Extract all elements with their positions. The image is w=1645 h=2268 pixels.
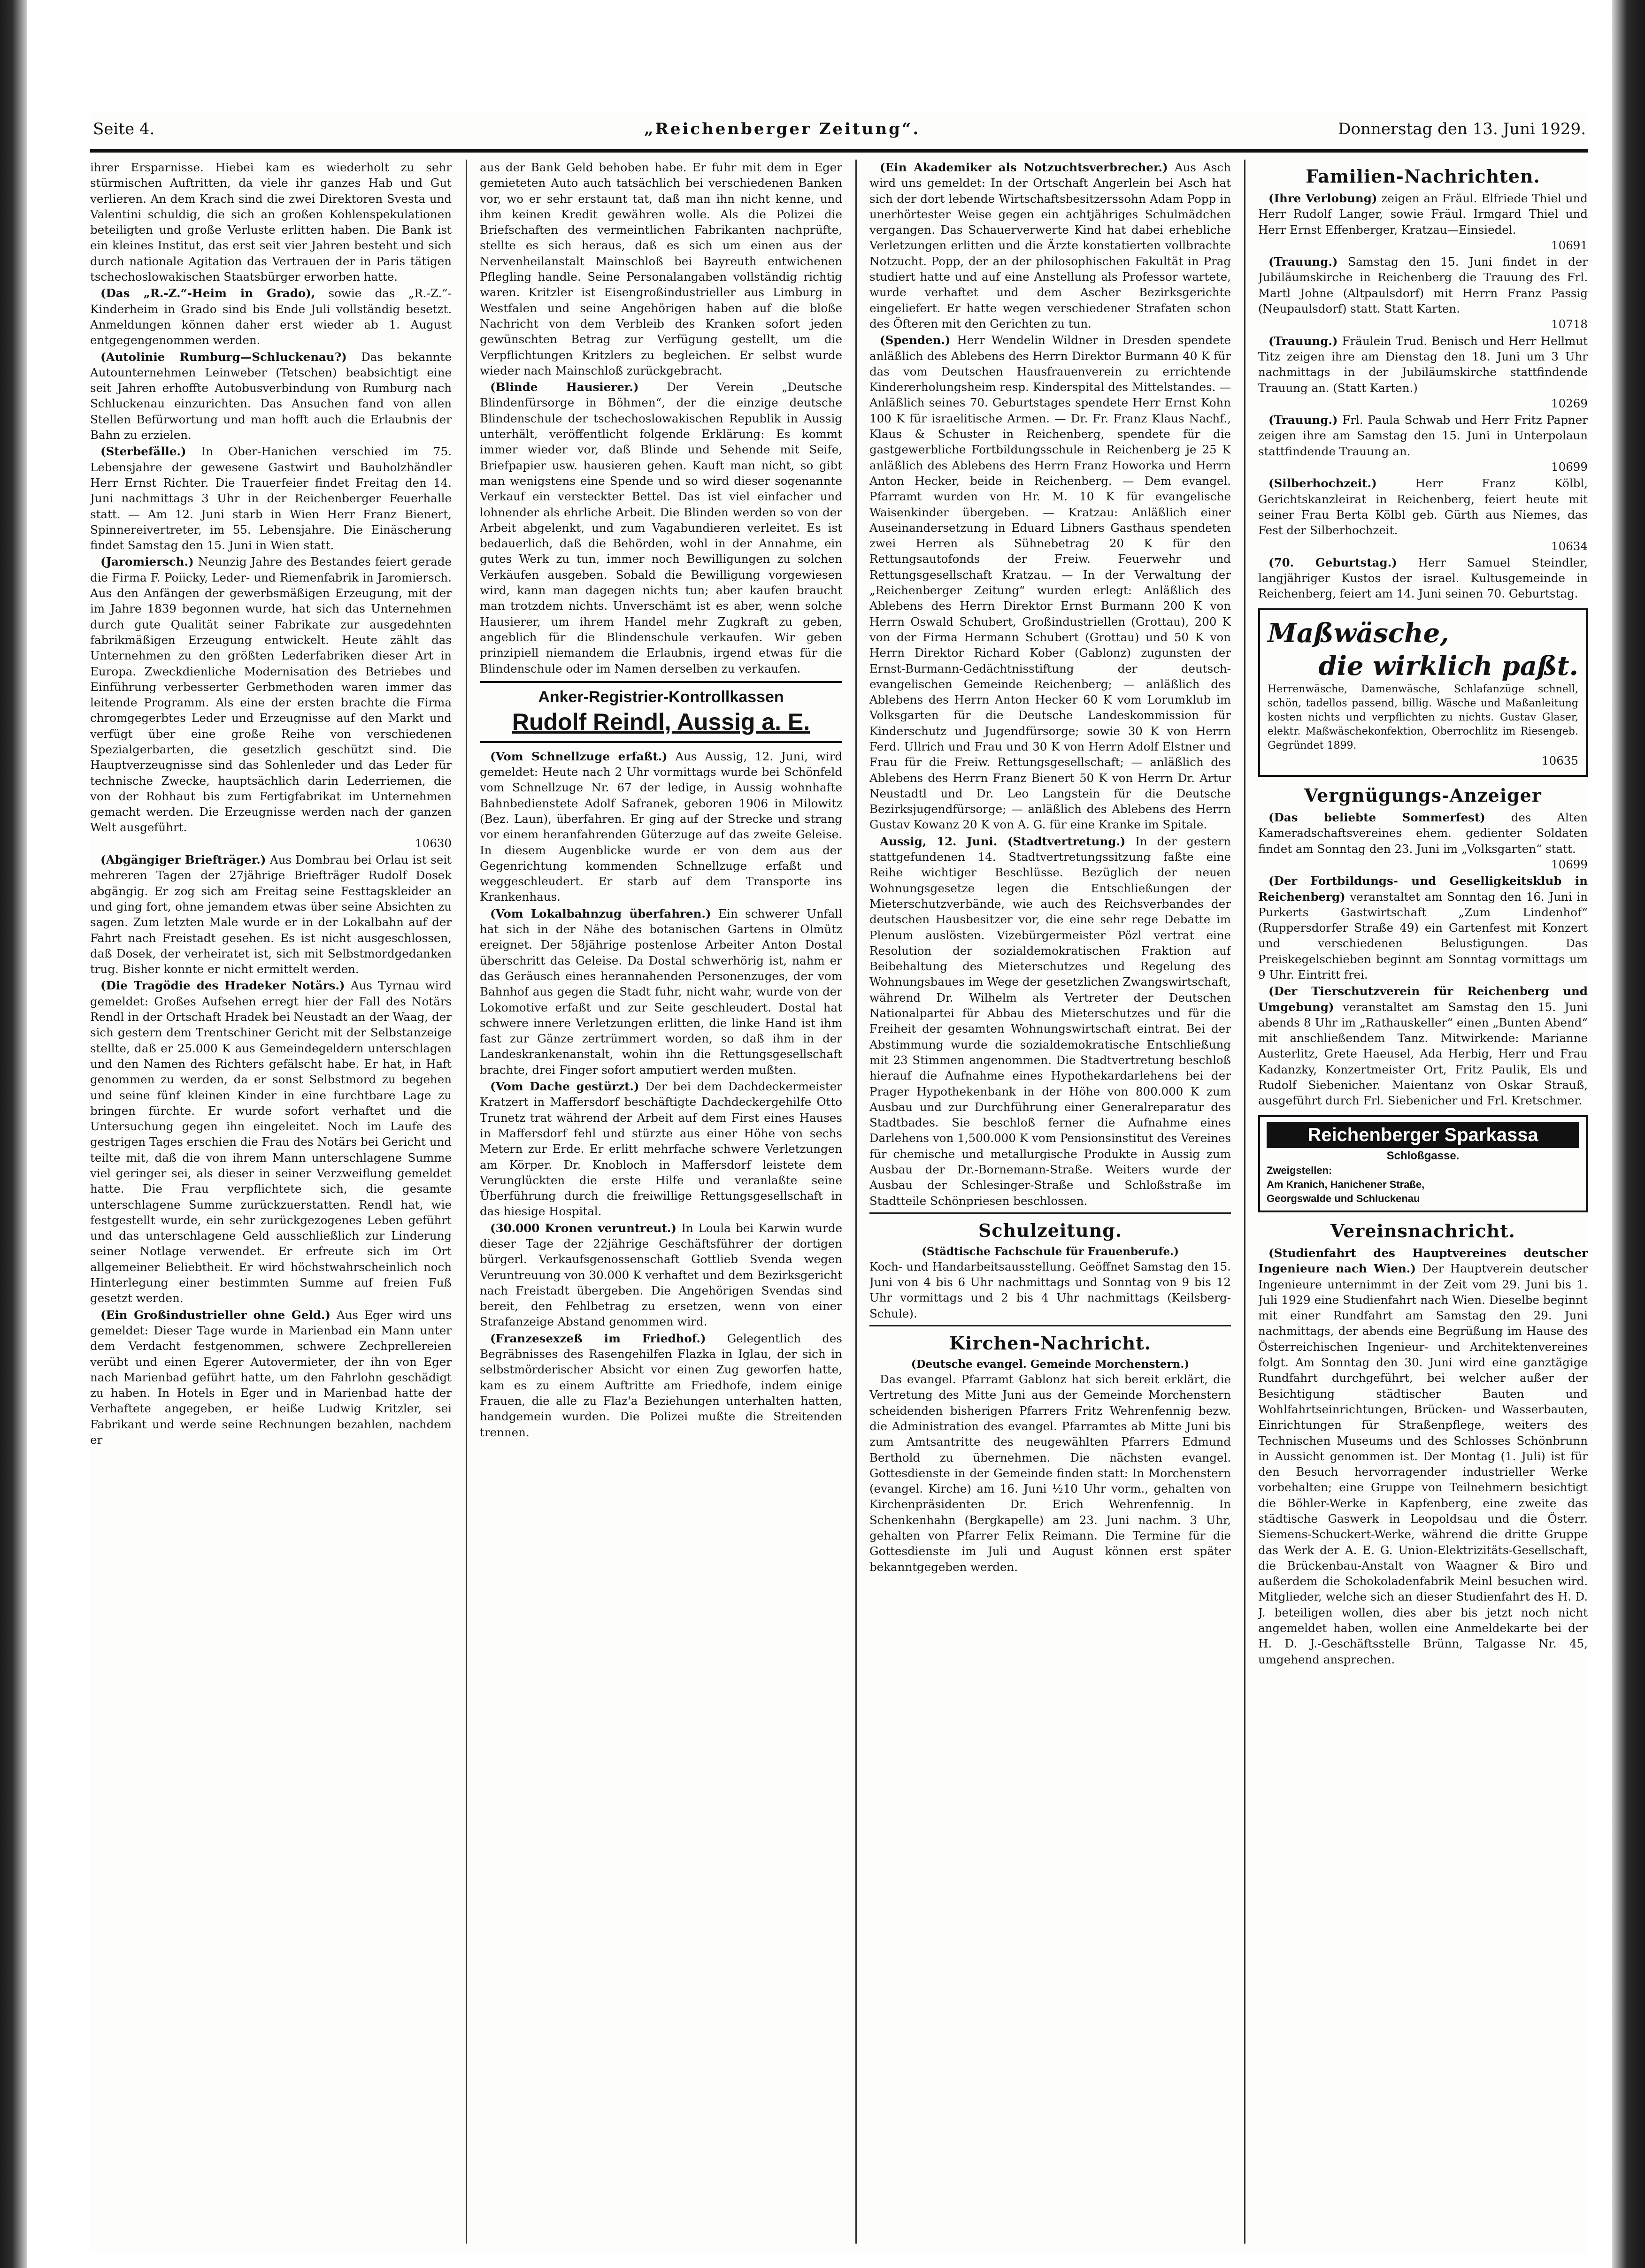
- item-body: Aus Eger wird uns gemeldet: Dieser Tage wurde in Marienbad ein Mann unter dem Verdacht festgenommen, schwere Zechprellereien verübt und einen Egerer Autovermieter, der ihn von Eger nach Marienbad geführt hatte, um den Fahrlohn geschädigt zu haben. In Hotels in Eger und in Marienbad hatte der Verhaftete angegeben, er heiße Ludwig Kritzler, sei Fabrikant und werde seine Rechnungen bezahlen, nachdem er: [90, 1308, 452, 1447]
- item-heading: (30.000 Kronen veruntreut.): [490, 1221, 676, 1235]
- section-subtitle: (Deutsche evangel. Gemeinde Morchenstern.): [911, 1358, 1190, 1371]
- ad-bank-name: Reichenberger Sparkassa: [1267, 1122, 1579, 1148]
- item-body: In Loula bei Karwin wurde dieser Tage der 22jährige Geschäftsführer der dortigen bürgerl. Verkaufsgenossenschaft Gottlieb Svenda wegen Veruntreuung von 30.000 K verhaftet und dem Bezirksgericht nach Freistadt übergeben. Die Angehörigen Svendas sind bereit, den Fehlbetrag zu ersetzen, wenn von einer Strafanzeige Abstand genommen wird.: [480, 1221, 842, 1329]
- item-heading: (Blinde Hausierer.): [490, 380, 639, 394]
- section-title-vereinsnachricht: Vereinsnachricht.: [1330, 1220, 1515, 1241]
- news-item: [480, 1331, 842, 1440]
- item-body: Der Verein „Deutsche Blindenfürsorge in Böhmen“, der die einzige deutsche Blindenschule der tschechoslowakischen Republik in Aussig unterhält, veröffentlicht folgende Erklärung: Es kommt immer wieder vor, daß Blinde und Sehende mit Seife, Briefpapier usw. hausieren gehen. Kauft man nicht, so gibt man wenigstens eine Spende und so wird dieser sogenannte Verkauf ein versteckter Bettel. Das ist viel einfacher und lohnender als ehrliche Arbeit. Die Blinden werden so von der Arbeit abgelenkt, und zum Vagabundieren verleitet. Es ist bedauerlich, daß die Behörden, wohl in der Annahme, ein gutes Werk zu tun, immer noch Bewilligungen zu solchen Verkäufen ausgeben. Sobald die Bewilligung vorgewiesen wird, kann man dagegen nichts tun; aber kaufen braucht man trotzdem nichts. Unverschämt ist es aber, wenn solche Hausierer, um ihrem Handel mehr Zugkraft zu geben, angeblich für die Blindenschule verkaufen. Wir geben prinzipiell niemandem die Erlaubnis, irgend etwas für die Blindenschule oder im Namen derselben zu verkaufen.: [480, 380, 842, 675]
- item-body: Frl. Paula Schwab und Herr Fritz Papner zeigen ihre am Samstag den 15. Juni in Unterpolaun stattfindende Trauung an.: [1258, 413, 1588, 458]
- column-rule: [466, 160, 467, 2244]
- news-item: [90, 444, 452, 553]
- item-body: Der bei dem Dachdeckermeister Kratzert in Maffersdorf beschäftigte Dachdeckergehilfe Otto Trunetz trat während der Arbeit auf dem First eines Hauses in Maffersdorf fehl und stürzte aus einer Höhe von sechs Metern zur Erde. Er erlitt mehrfache schwere Verletzungen am Körper. Dr. Knobloch in Maffersdorf leistete dem Verunglückten die erste Hilfe und veranlaßte seine Überführung durch die freiwillige Rettungsgesellschaft in das hiesige Hospital.: [480, 1080, 842, 1218]
- news-item: [90, 852, 452, 977]
- item-heading: (Ein Akademiker als Notzuchtsverbrecher.): [880, 161, 1168, 174]
- scan-edge-right: [1612, 0, 1645, 2268]
- item-body: Fräulein Trud. Benisch und Herr Hellmut Titz zeigen ihre am Dienstag den 18. Juni um 3 Uhr nachmittags in der Jubiläumskirche stattfindende Trauung an. (Statt Karten.): [1258, 334, 1588, 395]
- section-title-schulzeitung: Schulzeitung.: [978, 1219, 1122, 1241]
- item-body: Der Hauptverein deutscher Ingenieure unternimmt in der Zeit vom 29. Juni bis 1. Juli 1929 eine Studienfahrt nach Wien. Dieselbe beginnt mit einer Rundfahrt am Samstag den 29. Juni nachmittags, der abends eine Begrüßung im Hause des Österreichischen Ingenieur- und Architektenvereines folgt. Am Sonntag den 30. Juni wird eine ganztägige Rundfahrt durchgeführt, bei welcher außer der Besichtigung städtischer Bauten und Wohlfahrtseinrichtungen, Brücken- und Wasserbauten, Einrichtungen für Straßenpflege, weiters des Technischen Museums und des Schlosses Schönbrunn in Aussicht genommen ist. Der Montag (1. Juli) ist für den Besuch hervorragender industrieller Werke vorbehalten; eine Gruppe von Teilnehmern besichtigt die Böhler-Werke in Kapfenberg, eine zweite das städtische Gaswerk in Leopoldsau und die Österr. Siemens-Schuckert-Werke, während die dritte Gruppe das Werk der A. E. G. Union-Elektrizitäts-Gesellschaft, die Brückenbau-Anstalt von Waagner & Biro und außerdem die Schokoladenfabrik Meinl besuchen wird. Mitglieder, welche sich an dieser Studienfahrt des H. D. J. beteiligen wollen, dies aber bis jetzt noch nicht angemeldet haben, wollen eine Anmeldekarte bei der H. D. J.-Geschäftsstelle Brünn, Talgasse Nr. 45, umgehend ansprechen.: [1258, 1262, 1588, 1666]
- section-title-vergnuegungs-anzeiger: Vergnügungs-Anzeiger: [1304, 785, 1542, 806]
- item-heading: (Trauung.): [1268, 413, 1338, 427]
- family-notice: [1258, 475, 1588, 553]
- event-notice: [1258, 983, 1588, 1108]
- ad-branches-label: Zweigstellen:: [1267, 1164, 1332, 1176]
- item-body: Ein schwerer Unfall hat sich in der Nähe des botanischen Gartens in Olmütz ereignet. Der 58jährige postenlose Arbeiter Anton Dostal überschritt das Geleise. Da Dostal schwerhörig ist, nahm er das Geräusch eines herannahenden Personenzuges, der vom Bahnhof aus gegen die Stadt fuhr, nicht wahr, wurde von der Lokomotive erfaßt und zur Seite geschleudert. Dostal hat schwere innere Verletzungen erlitten, die linke Hand ist ihm fast zur Gänze zertrümmert worden, so daß ihm in der Landeskrankenanstalt, wohin ihn die Rettungsgesellschaft brachte, drei Finger sofort amputiert werden mußten.: [480, 906, 842, 1077]
- news-item: [480, 1079, 842, 1219]
- item-body: veranstaltet am Samstag den 15. Juni abends 8 Uhr im „Rathauskeller“ einen „Bunten Abend“ mit anschließendem Tanz. Mitwirkende: Marianne Austerlitz, Grete Haeusel, Ada Herbig, Herr und Frau Kadanzky, Konzertmeister Ort, Fritz Paulik, Els und Rudolf Siebenicher. Maientanz von Oskar Strauß, ausgeführt durch Frl. Siebenicher und Frl. Kretschmer.: [1258, 1000, 1588, 1108]
- section-rule: [869, 1325, 1231, 1326]
- item-heading: (Silberhochzeit.): [1268, 476, 1377, 490]
- item-body: Gelegentlich des Begräbnisses des Rasengehilfen Flazka in Iglau, der sich in selbstmörderischer Absicht vor einen Zug geworfen hatte, kam es zu einem Auftritte am Friedhofe, indem einige Frauen, die alle zu Flaz'a Beziehungen unterhalten hatten, handgemein wurden. Die Polizei mußte die Streitenden trennen.: [480, 1331, 842, 1439]
- item-heading: (Spenden.): [880, 333, 951, 347]
- ad-reference-number: 10691: [1551, 238, 1588, 252]
- item-heading: (Ihre Verlobung): [1268, 192, 1377, 205]
- item-body: Samstag den 15. Juni findet in der Jubiläumskirche in Reichenberg die Trauung des Frl. Martl Johne (Altpaulsdorf) mit Herrn Franz Passig (Neupaulsdorf) statt. Statt Karten.: [1258, 255, 1588, 316]
- club-notice: [1258, 1245, 1588, 1667]
- item-heading: (Franzesexzeß im Friedhof.): [490, 1331, 706, 1345]
- item-heading: (Jaromiersch.): [100, 555, 194, 569]
- item-body: Aus Asch wird uns gemeldet: In der Ortschaft Angerlein bei Asch hat sich der dort lebende Wirtschaftsbesitzerssohn Adam Popp in unerhörtester Weise gegen ein achtjähriges Schulmädchen vergangen. Das Schauerverwerte Kind hat dabei erhebliche Verletzungen erlitten und die Ärzte konstatierten vollbrachte Notzucht. Popp, der an der philosophischen Fakultät in Prag studiert hatte und auf eine Anstellung als Professor wartete, wurde verhaftet und dem Ascher Bezirksgerichte eingeliefert. Er hatte wegen verschiedener Strafaten schon des Öfteren mit den Gerichten zu tun.: [869, 161, 1231, 330]
- item-heading: (Sterbefälle.): [100, 444, 186, 459]
- ad-reference-number: 10699: [1551, 460, 1588, 474]
- masthead-title: „Reichenberger Zeitung“.: [644, 120, 921, 138]
- advertisement-anker-kassen: [480, 681, 842, 743]
- ad-body: Herrenwäsche, Damenwäsche, Schlafanzüge schnell, schön, tadellos passend, billig. Wäsche und Maßanleitung kosten nichts und verpflichten zu nichts. Gustav Glaser, elektr. Maßwäschekonfektion, Oberrochlitz im Riesengeb. Gegründet 1899.: [1268, 683, 1578, 751]
- item-heading: Aussig, 12. Juni. (Stadtvertretung.): [880, 834, 1126, 848]
- newspaper-page: [90, 113, 1588, 2253]
- item-heading: (Vom Lokalbahnzug überfahren.): [490, 906, 711, 920]
- ad-branch-line: Am Kranich, Hanichener Straße,: [1267, 1178, 1425, 1190]
- ad-bank-address: Schloßgasse.: [1386, 1149, 1460, 1162]
- item-heading: (Ein Großindustrieller ohne Geld.): [100, 1308, 331, 1322]
- ad-product-line: Anker-Registrier-Kontrollkassen: [538, 688, 784, 706]
- ad-reference-number: 10699: [1551, 857, 1588, 871]
- item-heading: (Trauung.): [1268, 334, 1338, 348]
- column-3: [869, 160, 1231, 2244]
- item-body: Herr Wendelin Wildner in Dresden spendete anläßlich des Ablebens des Herrn Direktor Burmann 40 K für das vom Deutschen Hausfrauenverein zu errichtende Kindererholungsheim resp. Kinderspital des Mittelstandes. — Anläßlich seines 70. Geburtstages spendete Herr Ernst Kohn 100 K für israelitische Armen. — Dr. Fr. Franz Klaus Nachf., Klaus & Schuster in Reichenberg, spendete für die gastgewerbliche Fortbildungsschule in Reichenberg je 25 K anläßlich des Ablebens des Herrn Franz Howorka und Herrn Anton Hecker, beide in Reichenberg. — Dem evangel. Pfarramt wurden von Hr. M. 10 K für evangelische Waisenkinder übergeben. — Kratzau: Anläßlich einer Auseinandersetzung in Eduard Libners Gasthaus spendeten zwei Herren als Sühnebetrag 20 K für den Rettungsautofonds der Freiw. Feuerwehr und Rettungsgesellschaft Kratzau. — In der Verwaltung der „Reichenberger Zeitung“ wurden erlegt: Anläßlich des Ablebens des Herrn Direktor Ernst Burmann 200 K von Herrn Oswald Schubert, Großindustriellen (Grottau), 200 K von der Firma Hermann Schubert (Grottau) und 50 K von Herrn Direktor Richard Kober (Gablonz) zugunsten der Ernst-Burmann-Gedächtnisstiftung der deutsch-evangelischen Gemeinde Reichenberg; — anläßlich des Ablebens des Herrn Anton Hecker 60 K vom Lorumklub im Volksgarten für die Deutsche Landeskommission für Kinderschutz und Jugendfürsorge; sowie 30 K von Herrn Ferd. Ullrich und Frau und 30 K von Herrn Adolf Elstner und Frau für die Freiw. Rettungsgesellschaft; — anläßlich des Ablebens des Herrn Franz Bienert 50 K von Herrn Dr. Artur Neustadtl und Dr. Leo Langstein für die Deutsche Bezirksjugendfürsorge; — anläßlich des Ablebens des Herrn Gustav Kowanz 20 K von A. G. für eine Kranke im Spitale.: [869, 333, 1231, 832]
- item-heading: (Studienfahrt des Hauptvereines deutscher Ingenieure nach Wien.): [1258, 1246, 1588, 1276]
- scan-edge-left: [0, 0, 27, 2268]
- column-rule: [1244, 160, 1245, 2244]
- advertisement-sparkassa: [1258, 1115, 1588, 1212]
- item-heading: (Vom Dache gestürzt.): [490, 1080, 639, 1094]
- news-item: [480, 906, 842, 1078]
- advertisement-masswaesche: [1258, 608, 1588, 777]
- ad-company-line: Rudolf Reindl, Aussig a. E.: [512, 708, 810, 735]
- item-body: Neunzig Jahre des Bestandes feiert gerade die Firma F. Poiicky, Leder- und Riemenfabrik in Jaromiersch. Aus den Anfängen der gewerbsmäßigen Erzeugung, mit der im Jahre 1839 begonnen wurde, hat sich das Unternehmen durch gute Qualität seiner Fabrikate zur ausgedehnten fabrikmäßigen Erzeugung entwickelt. Heute zählt das Unternehmen zu den größten Lederfabriken dieser Art in Europa. Zweckdienliche Modernisation des Betriebes und Einführung verbesserter Gerbmethoden waren immer das leitende Programm. Als eine der ersten brachte die Firma chromgegerbtes Leder und Erzeugnisse auf den Markt und verfügt über eine große Reihe von verschiedenen Spezialgerbarten, die gesetzlich geschützt sind. Die Hauptverzeugnisse sind das Sohlenleder und das Leder für technische Zwecke, hauptsächlich darin Lederriemen, die von der Rohhaut bis zum Fertigfabrikat im Unternehmen gemacht werden. Die Erzeugnisse werden nach der ganzen Welt ausgeführt.: [90, 555, 452, 835]
- section-rule: [869, 1212, 1231, 1214]
- column-2: [480, 160, 842, 2244]
- section-subtitle: (Städtische Fachschule für Frauenberufe.): [922, 1245, 1179, 1258]
- item-heading: (Das „R.-Z.“-Heim in Grado),: [100, 286, 315, 300]
- item-body: sowie das „R.-Z.“-Kinderheim in Grado sind bis Ende Juli vollständig besetzt. Anmeldungen können daher erst wieder ab 1. August entgegengenommen werden.: [90, 286, 452, 347]
- ad-reference-number: 10630: [415, 836, 452, 850]
- event-notice: [1258, 873, 1588, 982]
- news-item: [869, 834, 1231, 1209]
- article-text: aus der Bank Geld behoben habe. Er fuhr mit dem in Eger gemieteten Auto auch tatsächlich bei verschiedenen Banken vor, wo er sehr erstaunt tat, daß man ihn nicht kenne, und ihm keinen Kredit gewähren wolle. Als die Polizei die Briefschaften des vermeintlichen Fabrikanten nachprüfte, stellte es sich heraus, daß es sich um einen aus der Nervenheilanstalt Mainschloß bei Bayreuth entwichenen Pflegling handle. Seine Personalangaben vollständig richtig waren. Kritzler ist Eisengroßindustrieller aus Limburg in Westfalen und seine Angehörigen haben auf die bloße Nachricht von dem Verbleib des Kranken sofort jeden gewünschten Betrag zur Verfügung gestellt, um die Verpflichtungen Kritzlers zu begleichen. Er selbst wurde wieder nach Mainschloß zurückgebracht.: [480, 161, 842, 377]
- item-body: zeigen an Fräul. Elfriede Thiel und Herr Rudolf Langer, sowie Fräul. Irmgard Thiel und Herr Ernst Effenberger, Kratzau—Einsiedel.: [1258, 192, 1588, 237]
- ad-reference-number: 10269: [1551, 396, 1588, 410]
- family-notice: [1258, 555, 1588, 602]
- item-body: In der gestern stattgefundenen 14. Stadtvertretungssitzung faßte eine Reihe wichtiger Beschlüsse. Bezüglich der neuen Wohnungsgesetze legen die Entschließungen der Mieterschutzverbände, wie auch des Reichsverbandes der deutschen Hausbesitzer vor, die eine sehr rege Debatte im Plenum auslösten. Vizebürgermeister Pözl vertrat eine Resolution der sozialdemokratischen Fraktion auf Beibehaltung des Mieterschutzes und Regelung des Wohnungsbaues im Wege der gesetzlichen Zwangswirtschaft, während Dr. Wilhelm als Vertreter der Deutschen Nationalpartei für Abbau des Mieterschutzes und für die Freiheit der gesamten Wohnungswirtschaft eintrat. Bei der Abstimmung wurde die sozialdemokratische Entschließung mit 23 Stimmen angenommen. Die Stadtvertretung beschloß hierauf die Aufnahme eines Hypothekardarlehens bei der Prager Hypothekenbank in der Höhe von 800.000 K zum Ausbau und zur Durchführung einer Generalreparatur des Stadtbades. Sie beschloß ferner die Aufnahme eines Darlehens von 1,500.000 K vom Pensionsinstitut des Vereines für chemische und metallurgische Produkte in Aussig zum Ausbau der Dr.-Bornemann-Straße. Weiters wurde der Ausbau der Schlesinger-Straße und Schloßstraße im Stadtteile Schönpriesen beschlossen.: [869, 834, 1231, 1208]
- news-item: [90, 554, 452, 851]
- item-body: Aus Aussig, 12. Juni, wird gemeldet: Heute nach 2 Uhr vormittags wurde bei Schönfeld vom Schnellzuge Nr. 67 der ledige, in Aussig wohnhafte Bahnbedienstete Adolf Safranek, geboren 1906 in Milowitz (Bez. Laun), überfahren. Er ging auf der Strecke und strang vor einem heranfahrenden Güterzuge auf das zweite Geleise. In diesem Augenblicke wurde er von dem aus der Gegenrichtung kommenden Schnellzuge erfaßt und weggeschleudert. Er starb auf dem Transporte ins Krankenhaus.: [480, 749, 842, 904]
- ad-reference-number: 10718: [1551, 317, 1588, 331]
- item-body: veranstaltet am Sonntag den 16. Juni in Purkerts Gastwirtschaft „Zum Lindenhof“ (Ruppersdorfer Straße 49) ein Gartenfest mit Konzert und verschiedenen Belustigungen. Das Preiskegelschieben beginnt am Sonntag vormittags um 9 Uhr. Eintritt frei.: [1258, 889, 1588, 981]
- column-4: [1258, 160, 1588, 2244]
- family-notice: [1258, 254, 1588, 332]
- item-body: Herr Franz Kölbl, Gerichtskanzleirat in Reichenberg, feiert heute mit seiner Frau Berta Kölbl geb. Gürth aus Niemes, das Fest der Silberhochzeit.: [1258, 476, 1588, 537]
- item-heading: (Der Tierschutzverein für Reichenberg und Umgebung): [1258, 984, 1588, 1014]
- family-notice: [1258, 191, 1588, 253]
- news-item: [90, 978, 452, 1306]
- item-heading: (Vom Schnellzuge erfaßt.): [490, 749, 668, 763]
- article-text: Das evangel. Pfarramt Gablonz hat sich bereit erklärt, die Vertretung des Mitte Juni aus der Gemeinde Morchenstern scheidenden bisherigen Pfarrers Fritz Wehrenfennig bezw. die Administration des evangel. Pfarramtes ab Mitte Juni bis zum Amtsantritte des neugewählten Pfarrers Edmund Berthold zu übernehmen. Die nächsten evangel. Gottesdienste in der Gemeinde finden statt: In Morchenstern (evangel. Kirche) am 16. Juni ½10 Uhr vorm., gehalten von Kirchenpräsidenten Dr. Erich Wehrenfennig. In Schenkenhahn (Bergkapelle) am 23. Juni nachm. 3 Uhr, gehalten von Pfarrer Felix Reimann. Die Termine für die Gottesdienste im Juli und August können erst später bekanntgegeben werden.: [869, 1372, 1231, 1574]
- item-body: Das bekannte Autounternehmen Leinweber (Tetschen) beabsichtigt eine seit Jahren erhoffte Autobusverbindung von Rumburg nach Schluckenau einzurichten. Das Ansuchen fand von allen Stellen Befürwortung und man hofft auch die Erlaubnis der Bahn zu erzielen.: [90, 350, 452, 442]
- family-notice: [1258, 412, 1588, 475]
- issue-date: Donnerstag den 13. Juni 1929.: [1338, 120, 1586, 138]
- page-header: [90, 113, 1588, 146]
- news-item: [869, 332, 1231, 833]
- ad-branch-line: Georgswalde und Schluckenau: [1267, 1192, 1420, 1204]
- news-item: [90, 1307, 452, 1448]
- section-title-kirchen-nachricht: Kirchen-Nachricht.: [949, 1333, 1151, 1354]
- item-body: In Ober-Hanichen verschied im 75. Lebensjahre der gewesene Gastwirt und Bauholzhändler Herr Ernst Richter. Die Trauerfeier findet Freitag den 14. Juni nachmittags 3 Uhr in der Reichenberger Feuerhalle statt. — Am 12. Juni starb in Wien Herr Franz Bienert, Spinnereivertreter, im 55. Lebensjahre. Die Einäscherung findet Samstag den 15. Juni in Wien statt.: [90, 444, 452, 552]
- column-rule: [855, 160, 857, 2244]
- family-notice: [1258, 333, 1588, 411]
- news-item: [869, 160, 1231, 331]
- item-heading: (Der Fortbildungs- und Geselligkeitsklub in Reichenberg): [1258, 874, 1588, 904]
- news-item: [90, 349, 452, 443]
- page-number: Seite 4.: [93, 120, 155, 138]
- header-rule: [90, 149, 1588, 153]
- ad-reference-number: 10634: [1551, 539, 1588, 553]
- section-title-familien-nachrichten: Familien-Nachrichten.: [1306, 166, 1540, 187]
- item-heading: (Abgängiger Briefträger.): [100, 853, 266, 867]
- news-item: [480, 749, 842, 905]
- ad-headline: Maßwäsche,: [1268, 617, 1449, 649]
- article-text: Koch- und Handarbeitsausstellung. Geöffnet Samstag den 15. Juni von 4 bis 6 Uhr nachmittags und Sonntag von 9 bis 12 Uhr vormittags und 2 bis 4 Uhr nachmittags (Keilsberg-Schule).: [869, 1259, 1231, 1320]
- item-heading: (Autolinie Rumburg—Schluckenau?): [100, 350, 347, 364]
- item-body: Aus Dombrau bei Orlau ist seit mehreren Tagen der 27jährige Briefträger Rudolf Dosek abgängig. Er zog sich am Freitag seine Festtagskleider an und ging fort, ohne jemandem etwas über seine Absichten zu sagen. Zum letzten Male wurde er in der Lokalbahn auf der Fahrt nach Freistadt gesehen. Es ist nicht ausgeschlossen, daß Dosek, der verheiratet ist, sich mit Selbstmordgedanken trug. Bisher konnte er nicht ermittelt werden.: [90, 853, 452, 976]
- column-1: [90, 160, 452, 2244]
- item-heading: (70. Geburtstag.): [1268, 555, 1397, 569]
- news-item: [480, 379, 842, 676]
- news-item: [480, 1220, 842, 1330]
- ad-reference-number: 10635: [1542, 753, 1578, 767]
- item-body: des Alten Kameradschaftsvereines ehem. gedienter Soldaten findet am Sonntag den 23. Juni im „Volksgarten“ statt.: [1258, 811, 1588, 856]
- event-notice: [1258, 810, 1588, 872]
- article-text: ihrer Ersparnisse. Hiebei kam es wiederholt zu sehr stürmischen Auftritten, da viele ihr ganzes Hab und Gut verlieren. An dem Krach sind die zwei Direktoren Svesta und Valentini schuldig, die sich an großen Kohlenspekulationen beteiligten und große Verluste erlitten haben. Die Bank ist ein kleines Institut, das erst seit vier Jahren besteht und sich durch nationale Agitation das Vertrauen der in Paris tätigen tschechoslowakischen Staatsbürger erworben hatte.: [90, 161, 452, 284]
- item-body: Herr Samuel Steindler, langjähriger Kustos der israel. Kultusgemeinde in Reichenberg, feiert am 14. Juni seinen 70. Geburtstag.: [1258, 555, 1588, 601]
- item-heading: (Das beliebte Sommerfest): [1268, 811, 1485, 825]
- item-heading: (Die Tragödie des Hradeker Notärs.): [100, 979, 345, 993]
- item-body: Aus Tyrnau wird gemeldet: Großes Aufsehen erregt hier der Fall des Notärs Rendl in der Ortschaft Hradek bei Neustadt an der Waag, der sich gestern dem Trentschiner Gericht mit der Selbstanzeige stellte, daß er 25.000 K aus Gemeindegeldern unterschlagen und den Namen des Richters gefälscht habe. Er hat, in Haft genommen zu werden, da er sonst Selbstmord zu begehen und seine fünf kleinen Kinder in eine furchtbare Lage zu bringen fürchte. Er wurde sofort verhaftet und die Untersuchung gegen ihn eingeleitet. Noch im Laufe des gestrigen Tages erschien die Frau des Notärs bei Gericht und teilte mit, daß die von ihrem Mann unterschlagene Summe viel geringer sei, als dieser in seiner Verzweiflung gemeldet hatte. Die Frau verpflichtete sich, die gesamte unterschlagene Summe zurückzuerstatten. Rendl hat, wie festgestellt wurde, ein sehr zurückgezogenes Leben geführt und das unterschlagene Geld ausschließlich zur Linderung seiner Notlage verwendet. Er erfreute sich im Ort allgemeiner Beliebtheit. Er wird höchstwahrscheinlich noch Hinterlegung einer bestimmten Summe auf freien Fuß gesetzt werden.: [90, 979, 452, 1305]
- news-item: [90, 285, 452, 348]
- ad-headline: die wirklich paßt.: [1318, 650, 1578, 682]
- item-heading: (Trauung.): [1268, 255, 1338, 269]
